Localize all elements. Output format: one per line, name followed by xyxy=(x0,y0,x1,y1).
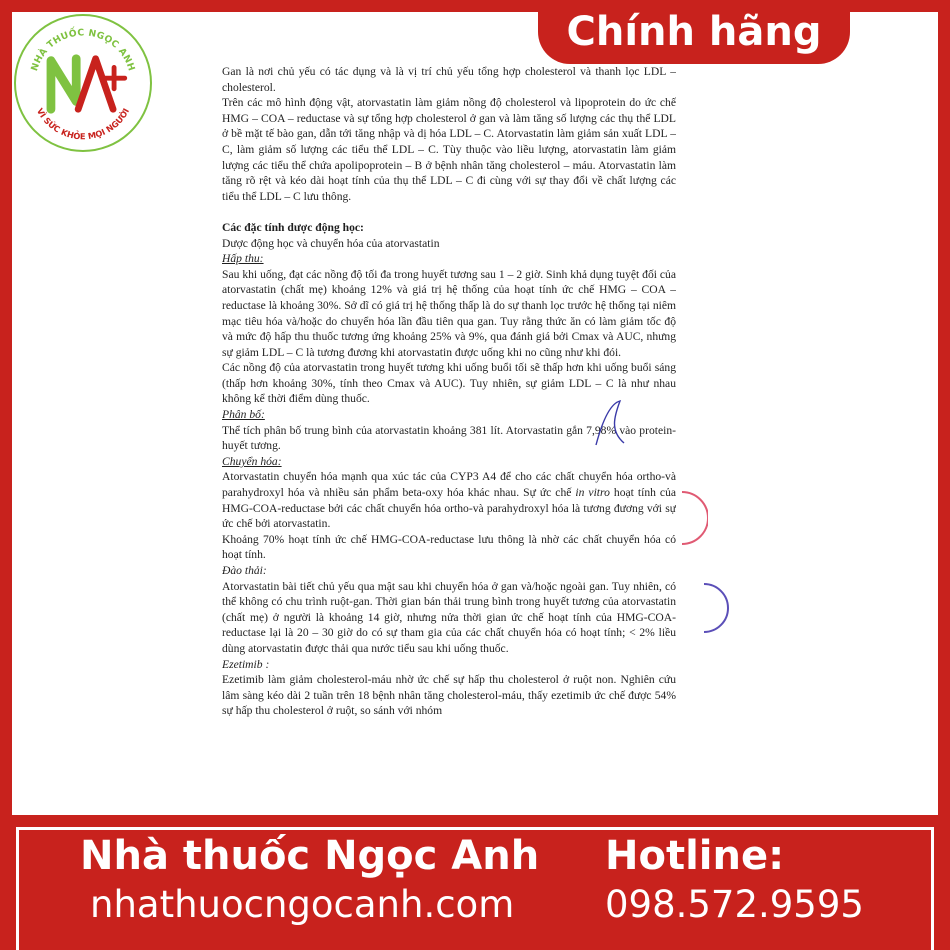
paragraph: Khoảng 70% hoạt tính ức chế HMG-COA-reductase lưu thông là nhờ các chất chuyển hóa có hoạt tính. xyxy=(222,532,676,562)
hotline-label: Hotline: xyxy=(605,833,785,879)
paragraph: Thể tích phân bố trung bình của atorvastatin khoảng 381 lít. Atorvastatin gắn 7,98% vào protein- huyết tương. xyxy=(222,423,676,453)
paragraph: Gan là nơi chủ yếu có tác dụng và là vị trí chủ yếu tổng hợp cholesterol và thanh lọc LDL – cholesterol. xyxy=(222,65,676,94)
text-run-italic: in vitro xyxy=(575,486,610,500)
section-subheading: Dược động học và chuyển hóa của atorvastatin xyxy=(222,236,440,250)
elimination-title: Đào thải: xyxy=(222,564,267,577)
text-run: hoạt tính của HMG-COA-reductase bởi các chất chuyển hóa ortho-và parahydroxyl hóa là tương đương với sự ức chế bởi atorvastatin. xyxy=(222,486,676,531)
metabolism-title: Chuyển hóa: xyxy=(222,454,282,468)
stamp-mark-red xyxy=(678,488,708,548)
website-link[interactable]: nhathuocngocanh.com xyxy=(90,883,515,926)
logo-bottom-text: VÌ SỨC KHỎE MỌI NGƯỜI xyxy=(34,106,132,142)
store-name: Nhà thuốc Ngọc Anh xyxy=(80,833,540,879)
svg-text:NHÀ THUỐC NGỌC ANH xyxy=(29,26,137,73)
paragraph: Ezetimib làm giảm cholesterol-máu nhờ ức chế sự hấp thu cholesterol ở ruột non. Nghiên cứu lâm sàng kéo dài 2 tuần trên 18 bệnh nhân tăng cholesterol-máu, thấy ezetimib ức chế được 54% sự hấp thu cholesterol ở ruột, so sánh với nhóm xyxy=(222,673,676,718)
stamp-mark-blue xyxy=(700,580,730,636)
paragraph xyxy=(222,469,676,531)
distribution-title: Phân bố: xyxy=(222,408,265,422)
signature-mark xyxy=(590,395,630,455)
pharmacy-logo[interactable] xyxy=(14,14,152,152)
paragraph: Atorvastatin bài tiết chủ yếu qua mật sau khi chuyển hóa ở gan và/hoặc ngoài gan. Tuy nhiên, có thể không có chu trình ruột-gan. Thời gian bán thải trung bình trong huyết tương của atorvastatin (chất mẹ) ở người là khoảng 14 giờ, nhưng nửa thời gian ức chế hoạt tính của HMG-COA-reductase lại là 20 – 30 giờ do có sự tham gia của các chất chuyển hóa có hoạt tính; < 2% liều dùng atorvastatin được thải qua nước tiểu sau khi uống thuốc. xyxy=(222,579,676,655)
section-heading: Các đặc tính dược động học: xyxy=(222,220,364,234)
absorption-title: Hấp thu: xyxy=(222,252,264,266)
paragraph: Các nồng độ của atorvastatin trong huyết tương khi uống buổi tối sẽ thấp hơn khi uống buổi sáng (thấp hơn khoảng 30%, tính theo Cmax và AUC). Tuy nhiên, sự giảm LDL – C là như nhau không kể thời điểm dùng thuốc. xyxy=(222,361,676,406)
footer-banner xyxy=(0,815,950,950)
paragraph: Trên các mô hình động vật, atorvastatin làm giảm nồng độ cholesterol và lipoprotein do ức chế HMG – COA – reductase và sự tổng hợp cholesterol ở gan và làm tăng số lượng các thụ thể LDL ở bề mặt tế bào gan, dẫn tới tăng nhập và dị hóa LDL – C. Atorvastatin làm giảm sản xuất LDL – C, làm giảm số lượng các tiểu thể LDL – C. Tùy thuộc vào liều lượng, atorvastatin làm giảm lượng các tiểu thể chứa apolipoprotein – B ở bệnh nhân tăng cholesterol – máu. Atorvastatin làm tăng rõ rệt và kéo dài hoạt tính của thụ thể LDL – C đi cùng với sự thay đổi về chất lượng các tiểu thể LDL – C lưu thông. xyxy=(222,96,676,203)
hotline-phone[interactable]: 098.572.9595 xyxy=(605,883,864,926)
ezetimib-title: Ezetimib : xyxy=(222,657,270,671)
logo-top-text: NHÀ THUỐC NGỌC ANH xyxy=(29,27,137,73)
text-run: Atorvastatin chuyển hóa mạnh qua xúc tác của CYP3 A4 để cho các chất chuyển hóa ortho-và parahydroxyl hóa và nhiều sản phẩm beta-oxy hóa khác nhau. Sự ức chế xyxy=(222,470,676,500)
logo-icon xyxy=(16,16,150,150)
authentic-badge: Chính hãng xyxy=(538,0,850,64)
paragraph: Sau khi uống, đạt các nồng độ tối đa trong huyết tương sau 1 – 2 giờ. Sinh khả dụng tuyệt đối của atorvastatin (chất mẹ) khoảng 12% và giá trị hệ thống của hoạt tính ức chế HMG – COA – reductase là khoảng 30%. Sở dĩ có giá trị hệ thống thấp là do sự thanh lọc trước hệ thống tại niêm mạc tiêu hóa và/hoặc do chuyển hóa lần đầu tiên qua gan. Tuy rằng thức ăn có làm giảm tốc độ và mức độ hấp thu thuốc tương ứng khoảng 25% và 9%, qua đánh giá bởi Cmax và AUC, nhưng sự giảm LDL – C là tương đương khi atorvastatin được uống khi no cũng như khi đói. xyxy=(222,267,676,359)
